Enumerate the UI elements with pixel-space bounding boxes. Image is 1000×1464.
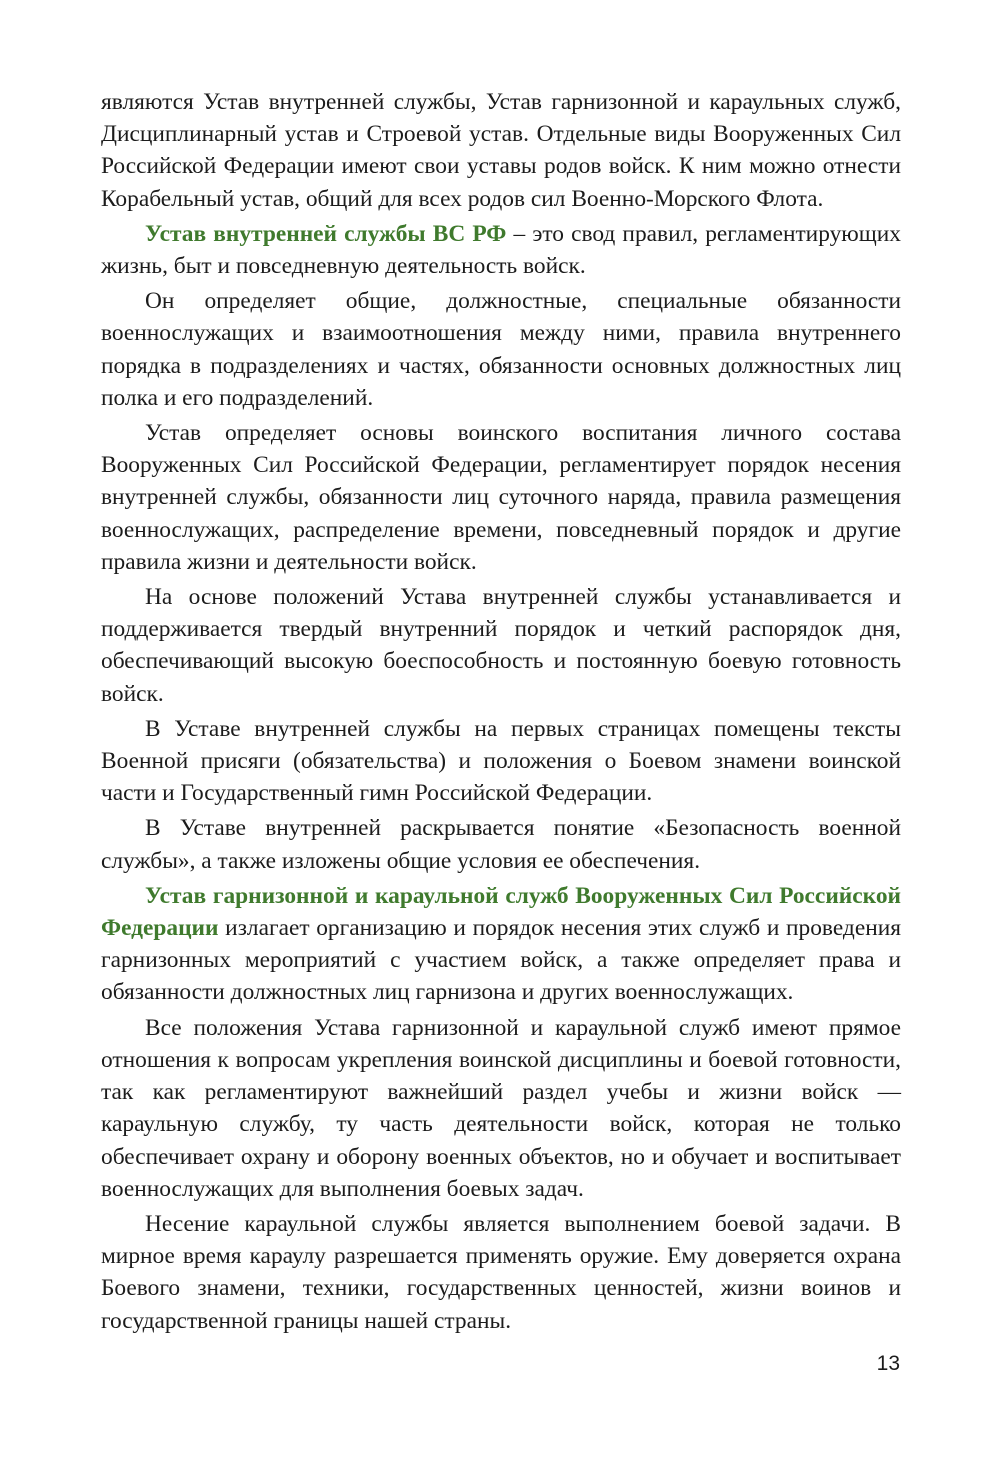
paragraph-4 — [101, 417, 901, 578]
paragraph-2-text: – это свод правил, регламентирующих жизнь, быт и повседневную деятельность войск. — [101, 220, 901, 280]
paragraph-6 — [101, 713, 901, 810]
paragraph-3-text: Он определяет общие, должностные, специальные обязанности военнослужащих и взаимоотношения между ними, правила внутреннего порядка в подразделениях и частях, обязанности основных должностных лиц полка и его подразделений. — [101, 288, 901, 411]
paragraph-1 — [101, 86, 901, 215]
term-garrison-guard-charter: Устав гарнизонной и караульной служб Вооруженных Сил Российской Федерации — [101, 882, 901, 942]
paragraph-5-text: На основе положений Устава внутренней службы устанавливается и поддерживается твердый внутренний порядок и четкий распорядок дня, обеспечивающий высокую боеспособность и постоянную боевую готовность войск. — [101, 584, 901, 707]
paragraph-10 — [101, 1208, 901, 1337]
paragraph-3 — [101, 285, 901, 414]
paragraph-8 — [101, 880, 901, 1009]
page-number: 13 — [876, 1352, 900, 1375]
paragraph-7 — [101, 812, 901, 876]
paragraph-6-text: В Уставе внутренней службы на первых страницах помещены тексты Военной присяги (обязательства) и положения о Боевом знамени воинской части и Государственный гимн Российской Федерации. — [101, 715, 901, 807]
paragraph-9-text: Все положения Устава гарнизонной и караульной служб имеют прямое отношения к вопросам укрепления воинской дисциплины и боевой готовности, так как регламентируют важнейший раздел учебы и жизни войск — караульную службу, ту часть деятельности войск, которая не только обеспечивает охрану и оборону военных объектов, но и обучает и воспитывает военнослужащих для выполнения боевых задач. — [101, 1014, 901, 1202]
paragraph-4-text: Устав определяет основы воинского воспитания личного состава Вооруженных Сил Российской Федерации, регламентирует порядок несения внутренней службы, обязанности лиц суточного наряда, правила размещения военнослужащих, распределение времени, повседневный порядок и другие правила жизни и деятельности войск. — [101, 420, 901, 575]
paragraph-8-text: излагает организацию и порядок несения этих служб и проведения гарнизонных мероприятий с участием войск, а также определяет права и обязанности должностных лиц гарнизона и других военнослужащих. — [101, 915, 901, 1006]
paragraph-1-text: являются Устав внутренней службы, Устав гарнизонной и караульных служб, Дисциплинарный устав и Строевой устав. Отдельные виды Вооруженных Сил Российской Федерации имеют свои уставы родов войск. К ним можно отнести Корабельный устав, общий для всех родов сил Военно-Морского Флота. — [101, 89, 901, 212]
paragraph-5 — [101, 581, 901, 710]
page-body — [101, 86, 901, 1340]
term-internal-service-charter: Устав внутренней службы ВС РФ — [145, 220, 507, 247]
paragraph-7-text: В Уставе внутренней раскрывается понятие «Безопасность военной службы», а также изложены общие условия ее обеспечения. — [101, 815, 901, 874]
paragraph-2 — [101, 218, 901, 282]
paragraph-9 — [101, 1012, 901, 1205]
paragraph-10-text: Несение караульной службы является выполнением боевой задачи. В мирное время караулу разрешается применять оружие. Ему доверяется охрана Боевого знамени, техники, государственных ценностей, жизни воинов и государственной границы нашей страны. — [101, 1210, 901, 1334]
